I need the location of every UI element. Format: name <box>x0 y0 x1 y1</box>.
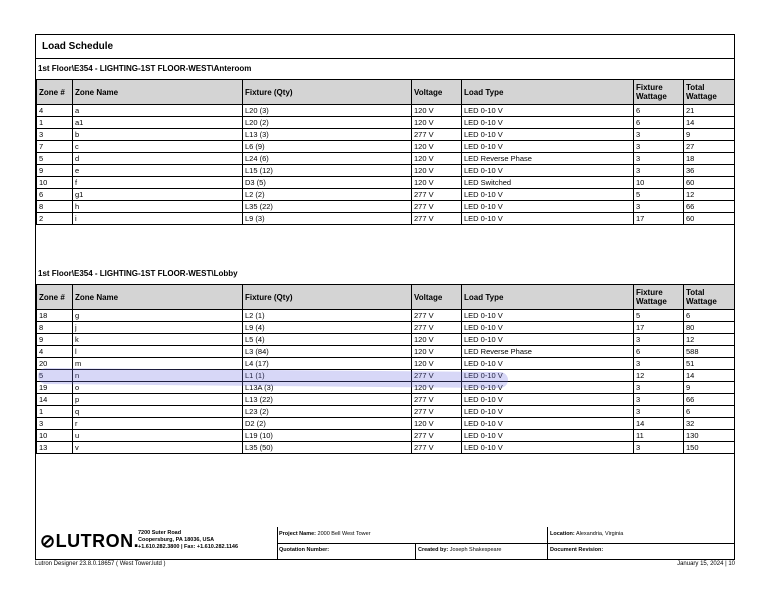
table-header-row <box>37 285 735 310</box>
cell-load: LED 0-10 V <box>462 165 634 177</box>
quotation-number: Quotation Number: <box>279 547 330 553</box>
cell-tw: 9 <box>684 382 735 394</box>
cell-load: LED 0-10 V <box>462 370 634 382</box>
cell-load: LED 0-10 V <box>462 310 634 322</box>
cell-fw: 3 <box>634 358 684 370</box>
cell-load: LED 0-10 V <box>462 406 634 418</box>
cell-fixture: L4 (17) <box>243 358 412 370</box>
cell-load: LED 0-10 V <box>462 418 634 430</box>
cell-fw: 14 <box>634 418 684 430</box>
cell-fixture: L6 (9) <box>243 141 412 153</box>
table-row <box>37 310 735 322</box>
cell-load: LED 0-10 V <box>462 105 634 117</box>
cell-name: g1 <box>73 189 243 201</box>
cell-name: p <box>73 394 243 406</box>
cell-name: e <box>73 165 243 177</box>
cell-zone: 3 <box>37 418 73 430</box>
cell-fixture: L3 (84) <box>243 346 412 358</box>
cell-zone: 5 <box>37 370 73 382</box>
cell-voltage: 120 V <box>412 153 462 165</box>
column-header-voltage: Voltage <box>412 285 462 310</box>
cell-voltage: 120 V <box>412 334 462 346</box>
column-header-zone-name: Zone Name <box>73 285 243 310</box>
cell-zone: 10 <box>37 177 73 189</box>
table-row <box>37 334 735 346</box>
cell-zone: 1 <box>37 406 73 418</box>
section-title-anteroom: 1st Floor\E354 - LIGHTING-1ST FLOOR-WEST\Anteroom <box>38 64 252 73</box>
cell-tw: 12 <box>684 334 735 346</box>
table-row <box>37 117 735 129</box>
cell-tw: 6 <box>684 406 735 418</box>
cell-fixture: L5 (4) <box>243 334 412 346</box>
cell-tw: 32 <box>684 418 735 430</box>
cell-voltage: 277 V <box>412 370 462 382</box>
cell-voltage: 277 V <box>412 322 462 334</box>
cell-tw: 14 <box>684 117 735 129</box>
cell-name: u <box>73 430 243 442</box>
cell-load: LED 0-10 V <box>462 117 634 129</box>
cell-voltage: 120 V <box>412 105 462 117</box>
cell-zone: 5 <box>37 153 73 165</box>
cell-zone: 9 <box>37 334 73 346</box>
lutron-logo: ⊘LUTRON. <box>40 531 140 551</box>
load-schedule-page <box>35 34 735 560</box>
cell-zone: 20 <box>37 358 73 370</box>
cell-tw: 27 <box>684 141 735 153</box>
cell-load: LED 0-10 V <box>462 430 634 442</box>
cell-voltage: 120 V <box>412 382 462 394</box>
column-header-load-type: Load Type <box>462 80 634 105</box>
cell-fixture: L23 (2) <box>243 406 412 418</box>
cell-name: k <box>73 334 243 346</box>
table-row <box>37 430 735 442</box>
cell-voltage: 120 V <box>412 117 462 129</box>
cell-name: v <box>73 442 243 454</box>
cell-name: a <box>73 105 243 117</box>
table-row <box>37 153 735 165</box>
cell-name: m <box>73 358 243 370</box>
cell-name: q <box>73 406 243 418</box>
cell-fw: 17 <box>634 322 684 334</box>
cell-zone: 10 <box>37 430 73 442</box>
section-title-lobby: 1st Floor\E354 - LIGHTING-1ST FLOOR-WEST\Lobby <box>38 269 238 278</box>
cell-fw: 3 <box>634 382 684 394</box>
cell-fw: 6 <box>634 346 684 358</box>
cell-load: LED 0-10 V <box>462 141 634 153</box>
table-row <box>37 346 735 358</box>
cell-fixture: L20 (3) <box>243 105 412 117</box>
table-anteroom <box>36 79 735 225</box>
cell-fixture: L35 (22) <box>243 201 412 213</box>
cell-tw: 18 <box>684 153 735 165</box>
date-page: January 15, 2024 | 10 <box>677 561 735 567</box>
cell-voltage: 277 V <box>412 406 462 418</box>
cell-fixture: L35 (50) <box>243 442 412 454</box>
cell-tw: 80 <box>684 322 735 334</box>
cell-fixture: D3 (5) <box>243 177 412 189</box>
cell-fw: 3 <box>634 334 684 346</box>
cell-tw: 14 <box>684 370 735 382</box>
cell-fixture: L1 (1) <box>243 370 412 382</box>
cell-tw: 21 <box>684 105 735 117</box>
cell-tw: 12 <box>684 189 735 201</box>
cell-load: LED 0-10 V <box>462 442 634 454</box>
cell-load: LED 0-10 V <box>462 213 634 225</box>
cell-fw: 3 <box>634 129 684 141</box>
created-by: Created by: Joseph Shakespeare <box>418 547 502 553</box>
cell-fixture: L2 (1) <box>243 310 412 322</box>
cell-zone: 8 <box>37 322 73 334</box>
cell-load: LED 0-10 V <box>462 189 634 201</box>
table-row <box>37 177 735 189</box>
cell-name: n <box>73 370 243 382</box>
table-row <box>37 322 735 334</box>
cell-tw: 588 <box>684 346 735 358</box>
cell-zone: 4 <box>37 105 73 117</box>
cell-load: LED 0-10 V <box>462 358 634 370</box>
cell-name: g <box>73 310 243 322</box>
cell-voltage: 120 V <box>412 418 462 430</box>
location: Location: Alexandria, Virginia <box>550 531 624 537</box>
table-row <box>37 418 735 430</box>
table-row <box>37 189 735 201</box>
cell-tw: 66 <box>684 201 735 213</box>
cell-load: LED 0-10 V <box>462 322 634 334</box>
column-header-zone-no: Zone # <box>37 285 73 310</box>
company-address: 7200 Suter Road Coopersburg, PA 18036, USA +1.610.282.3800 | Fax: +1.610.282.1146 <box>138 530 239 550</box>
cell-name: f <box>73 177 243 189</box>
cell-voltage: 277 V <box>412 129 462 141</box>
table-row <box>37 165 735 177</box>
column-header-voltage: Voltage <box>412 80 462 105</box>
cell-fixture: L15 (12) <box>243 165 412 177</box>
cell-voltage: 120 V <box>412 177 462 189</box>
cell-zone: 2 <box>37 213 73 225</box>
footer <box>36 527 734 559</box>
cell-load: LED 0-10 V <box>462 201 634 213</box>
cell-fixture: D2 (2) <box>243 418 412 430</box>
cell-fw: 12 <box>634 370 684 382</box>
cell-fixture: L13 (3) <box>243 129 412 141</box>
column-header-fixture: Fixture (Qty) <box>243 80 412 105</box>
cell-zone: 6 <box>37 189 73 201</box>
cell-voltage: 277 V <box>412 394 462 406</box>
cell-zone: 14 <box>37 394 73 406</box>
table-row <box>37 141 735 153</box>
cell-zone: 9 <box>37 165 73 177</box>
cell-fw: 6 <box>634 117 684 129</box>
cell-load: LED Reverse Phase <box>462 346 634 358</box>
table-row <box>37 358 735 370</box>
document-revision: Document Revision: <box>550 547 604 553</box>
cell-tw: 60 <box>684 177 735 189</box>
column-header-fixture: Fixture (Qty) <box>243 285 412 310</box>
cell-fw: 10 <box>634 177 684 189</box>
cell-tw: 6 <box>684 310 735 322</box>
cell-name: o <box>73 382 243 394</box>
column-header-total-wattage: Total Wattage <box>684 285 735 310</box>
table-row <box>37 213 735 225</box>
cell-tw: 150 <box>684 442 735 454</box>
cell-tw: 9 <box>684 129 735 141</box>
cell-name: d <box>73 153 243 165</box>
cell-load: LED 0-10 V <box>462 394 634 406</box>
cell-name: a1 <box>73 117 243 129</box>
table-row <box>37 394 735 406</box>
cell-voltage: 277 V <box>412 430 462 442</box>
cell-zone: 1 <box>37 117 73 129</box>
cell-zone: 18 <box>37 310 73 322</box>
project-name: Project Name: 2000 Bell West Tower <box>279 531 371 537</box>
cell-voltage: 277 V <box>412 201 462 213</box>
column-header-total-wattage: Total Wattage <box>684 80 735 105</box>
cell-zone: 4 <box>37 346 73 358</box>
cell-tw: 60 <box>684 213 735 225</box>
cell-fw: 17 <box>634 213 684 225</box>
cell-fixture: L9 (4) <box>243 322 412 334</box>
cell-fixture: L13A (3) <box>243 382 412 394</box>
cell-voltage: 120 V <box>412 165 462 177</box>
lutron-mark-icon: ⊘ <box>40 531 56 551</box>
cell-name: h <box>73 201 243 213</box>
cell-fw: 3 <box>634 442 684 454</box>
cell-name: b <box>73 129 243 141</box>
table-row <box>37 129 735 141</box>
table-header-row <box>37 80 735 105</box>
cell-zone: 3 <box>37 129 73 141</box>
cell-fw: 3 <box>634 141 684 153</box>
cell-tw: 66 <box>684 394 735 406</box>
cell-tw: 51 <box>684 358 735 370</box>
cell-name: c <box>73 141 243 153</box>
cell-zone: 13 <box>37 442 73 454</box>
cell-name: r <box>73 418 243 430</box>
cell-fw: 11 <box>634 430 684 442</box>
cell-voltage: 277 V <box>412 189 462 201</box>
cell-fw: 5 <box>634 310 684 322</box>
software-version: Lutron Designer 23.8.0.18657 ( West Tower.lutd ) <box>35 561 166 567</box>
table-row <box>37 105 735 117</box>
cell-tw: 36 <box>684 165 735 177</box>
cell-voltage: 277 V <box>412 442 462 454</box>
cell-fw: 3 <box>634 153 684 165</box>
cell-fw: 5 <box>634 189 684 201</box>
cell-fw: 3 <box>634 394 684 406</box>
cell-zone: 19 <box>37 382 73 394</box>
cell-voltage: 120 V <box>412 141 462 153</box>
cell-fixture: L20 (2) <box>243 117 412 129</box>
cell-load: LED Switched <box>462 177 634 189</box>
cell-fw: 3 <box>634 406 684 418</box>
page-title: Load Schedule <box>36 35 734 59</box>
column-header-zone-name: Zone Name <box>73 80 243 105</box>
cell-fixture: L9 (3) <box>243 213 412 225</box>
cell-load: LED 0-10 V <box>462 382 634 394</box>
cell-fixture: L24 (6) <box>243 153 412 165</box>
cell-fixture: L13 (22) <box>243 394 412 406</box>
cell-voltage: 120 V <box>412 358 462 370</box>
cell-zone: 7 <box>37 141 73 153</box>
cell-name: l <box>73 346 243 358</box>
table-row <box>37 201 735 213</box>
column-header-load-type: Load Type <box>462 285 634 310</box>
column-header-fixture-wattage: Fixture Wattage <box>634 80 684 105</box>
cell-name: i <box>73 213 243 225</box>
cell-fw: 3 <box>634 165 684 177</box>
cell-load: LED 0-10 V <box>462 334 634 346</box>
cell-fixture: L19 (10) <box>243 430 412 442</box>
table-row <box>37 406 735 418</box>
cell-voltage: 120 V <box>412 346 462 358</box>
cell-voltage: 277 V <box>412 213 462 225</box>
cell-fw: 3 <box>634 201 684 213</box>
cell-voltage: 277 V <box>412 310 462 322</box>
cell-fixture: L2 (2) <box>243 189 412 201</box>
cell-zone: 8 <box>37 201 73 213</box>
cell-tw: 130 <box>684 430 735 442</box>
cell-load: LED Reverse Phase <box>462 153 634 165</box>
table-row <box>37 442 735 454</box>
footer-info-grid <box>277 527 734 559</box>
column-header-fixture-wattage: Fixture Wattage <box>634 285 684 310</box>
cell-fw: 6 <box>634 105 684 117</box>
column-header-zone-no: Zone # <box>37 80 73 105</box>
bottom-bar <box>35 561 735 568</box>
cell-load: LED 0-10 V <box>462 129 634 141</box>
cell-name: j <box>73 322 243 334</box>
